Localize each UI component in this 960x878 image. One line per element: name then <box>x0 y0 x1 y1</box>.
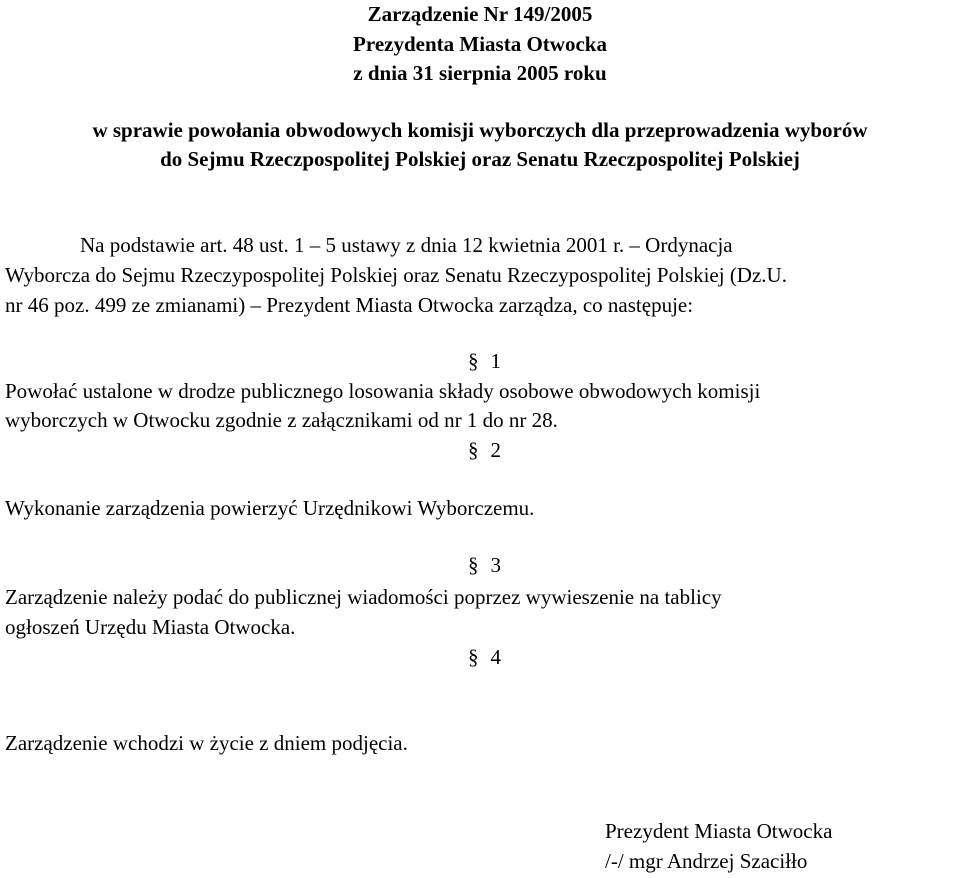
document-title: Zarządzenie Nr 149/2005 <box>367 2 593 26</box>
preamble-line-1: Na podstawie art. 48 ust. 1 – 5 ustawy z dnia 12 kwietnia 2001 r. – Ordynacja <box>80 233 733 257</box>
section-symbol: § <box>468 645 479 669</box>
section-heading-3 <box>468 553 501 577</box>
section-3-line-2: ogłoszeń Urzędu Miasta Otwocka. <box>5 615 296 639</box>
section-heading-2 <box>468 438 501 462</box>
preamble-line-3: nr 46 poz. 499 ze zmianami) – Prezydent Miasta Otwocka zarządza, co następuje: <box>5 293 694 317</box>
signature-name: /-/ mgr Andrzej Szaciłło <box>605 849 808 873</box>
section-4-line-1: Zarządzenie wchodzi w życie z dniem podjęcia. <box>5 731 408 755</box>
section-heading-4 <box>468 645 501 669</box>
issuer-line: Prezydenta Miasta Otwocka <box>353 32 607 56</box>
section-3-line-1: Zarządzenie należy podać do publicznej wiadomości poprzez wywieszenie na tablicy <box>5 585 722 609</box>
section-1-line-1: Powołać ustalone w drodze publicznego losowania składy osobowe obwodowych komisji <box>5 379 761 403</box>
section-number: 1 <box>490 349 501 373</box>
section-number: 3 <box>490 553 501 577</box>
section-2-line-1: Wykonanie zarządzenia powierzyć Urzędnikowi Wyborczemu. <box>5 496 535 520</box>
preamble-line-2: Wyborcza do Sejmu Rzeczypospolitej Polskiej oraz Senatu Rzeczypospolitej Polskiej (Dz.U. <box>5 263 787 287</box>
signature-title: Prezydent Miasta Otwocka <box>605 819 833 843</box>
section-1-line-2: wyborczych w Otwocku zgodnie z załącznikami od nr 1 do nr 28. <box>5 408 558 432</box>
section-symbol: § <box>468 349 479 373</box>
subject-line-1: w sprawie powołania obwodowych komisji wyborczych dla przeprowadzenia wyborów <box>92 118 868 142</box>
section-number: 2 <box>490 438 501 462</box>
subject-line-2: do Sejmu Rzeczpospolitej Polskiej oraz Senatu Rzeczpospolitej Polskiej <box>160 147 800 171</box>
date-line: z dnia 31 sierpnia 2005 roku <box>353 61 607 85</box>
section-number: 4 <box>490 645 501 669</box>
section-symbol: § <box>468 438 479 462</box>
section-symbol: § <box>468 553 479 577</box>
section-heading-1 <box>468 349 501 373</box>
